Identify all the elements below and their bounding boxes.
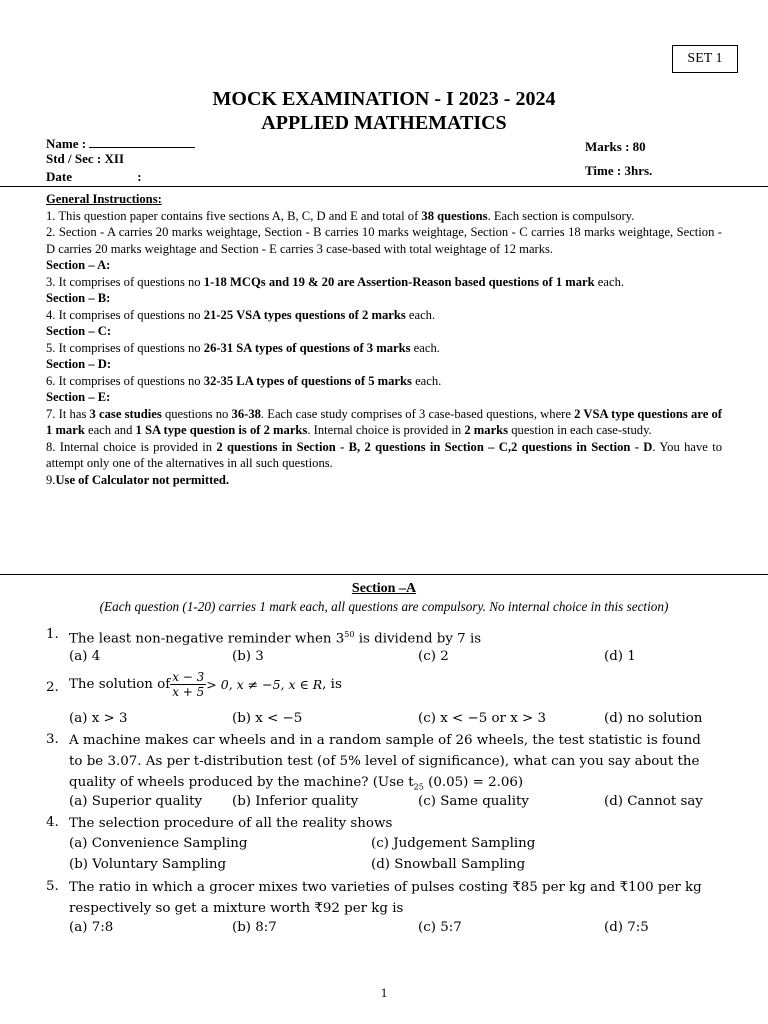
date-label: Date (46, 169, 72, 184)
instruction-3: 3. It comprises of questions no 1-18 MCQs and 19 & 20 are Assertion-Reason based questions of 1 mark each. (46, 274, 625, 289)
marks-field: Marks : 80 (585, 139, 646, 154)
option-c: (c) Same quality (418, 794, 529, 809)
option-d: (d) Snowball Sampling (371, 857, 526, 872)
std-field: Std / Sec : XII (46, 151, 125, 166)
option-a: (a) Convenience Sampling (69, 836, 248, 851)
instruction-8: 8. Internal choice is provided in 2 questions in Section - B, 2 questions in Section – C,2 questions in Section - D. You have to attempt only one of the alternatives in all such questions. (46, 439, 723, 470)
question-number: 2. (46, 680, 59, 695)
name-field (46, 136, 195, 152)
section-d-label: Section – D: (46, 357, 112, 371)
option-b: (b) 8:7 (232, 920, 277, 935)
date-colon: : (137, 169, 142, 184)
option-d: (d) no solution (604, 711, 703, 726)
option-a: (a) 7:8 (69, 920, 114, 935)
section-a-label: Section – A: (46, 258, 111, 272)
section-title: Section –A (351, 581, 417, 596)
question-number: 1. (46, 627, 59, 642)
question-text: The selection procedure of all the reality shows (69, 816, 393, 831)
option-b: (b) Inferior quality (232, 794, 359, 809)
header-divider (0, 186, 768, 187)
name-blank (89, 138, 195, 148)
instructions-divider (0, 574, 768, 575)
section-b-label: Section – B: (46, 291, 111, 305)
option-d: (d) 1 (604, 649, 636, 664)
question-line-3: quality of wheels produced by the machine? (Use $t_{25}$ (0.05) = 2.06) (69, 775, 524, 792)
set-label: SET 1 (672, 45, 738, 73)
option-a: (a) Superior quality (69, 794, 203, 809)
instruction-1: 1. This question paper contains five sections A, B, C, D and E and total of 38 questions. Each section is compulsory. (46, 208, 635, 223)
instruction-9: 9.Use of Calculator not permitted. (46, 472, 230, 487)
instructions-heading: General Instructions: (46, 192, 162, 206)
option-b: (b) x < −5 (232, 711, 303, 726)
instruction-4: 4. It comprises of questions no 21-25 VSA types questions of 2 marks each. (46, 307, 436, 322)
option-c: (c) 2 (418, 649, 449, 664)
option-b: (b) 3 (232, 649, 264, 664)
date-field (46, 169, 142, 185)
option-b: (b) Voluntary Sampling (69, 857, 227, 872)
page-number: 1 (380, 985, 388, 1000)
option-c: (c) Judgement Sampling (371, 836, 536, 851)
exam-title: MOCK EXAMINATION - I 2023 - 2024 (212, 88, 556, 110)
question-text: The solution of $\frac{x - 3}{x + 5}$ > 0, x ≠ −5, x ∈ R , is (69, 670, 342, 699)
instruction-7: 7. It has 3 case studies questions no 36-38. Each case study comprises of 3 case-based questions, where 2 VSA type questions are of 1 mark each and 1 SA type question is of 2 marks. Internal choice is provided in 2 marks question in each case-study. (46, 406, 722, 437)
fraction: $\frac{x - 3}{x + 5}$ (172, 670, 205, 699)
option-a: (a) 4 (69, 649, 101, 664)
option-c: (c) 5:7 (418, 920, 462, 935)
section-e-label: Section – E: (46, 390, 111, 404)
name-label: Name : (46, 136, 87, 151)
question-line-2: to be 3.07. As per t-distribution test (of 5% level of significance), what can you say about the (69, 754, 700, 769)
option-c: (c) x < −5 or x > 3 (418, 711, 547, 726)
section-note: (Each question (1-20) carries 1 mark each, all questions are compulsory. No internal choice in this section) (99, 599, 669, 614)
time-field: Time : 3hrs. (585, 163, 653, 178)
question-line-2: respectively so get a mixture worth ₹92 per kg is (69, 901, 404, 916)
question-number: 5. (46, 879, 59, 894)
general-instructions (46, 191, 722, 488)
instruction-5: 5. It comprises of questions no 26-31 SA types of questions of 3 marks each. (46, 340, 440, 355)
question-number: 3. (46, 732, 59, 747)
question-text: The least non-negative reminder when $3^{50}$ is dividend by 7 is (69, 630, 482, 647)
question-line-1: A machine makes car wheels and in a random sample of 26 wheels, the test statistic is found (69, 733, 701, 748)
question-line-1: The ratio in which a grocer mixes two varieties of pulses costing ₹85 per kg and ₹100 per kg (69, 880, 702, 895)
section-c-label: Section – C: (46, 324, 112, 338)
option-d: (d) Cannot say (604, 794, 703, 809)
question-number: 4. (46, 815, 59, 830)
option-d: (d) 7:5 (604, 920, 649, 935)
instruction-2: 2. Section - A carries 20 marks weightage, Section - B carries 10 marks weightage, Section - C carries 18 marks weightage, Section - D carries 20 marks weightage and Section - E carries 3 case-based with total weightage of 12 marks. (46, 225, 722, 256)
instruction-6: 6. It comprises of questions no 32-35 LA types of questions of 5 marks each. (46, 373, 442, 388)
subject-title: APPLIED MATHEMATICS (261, 112, 507, 134)
option-a: (a) x > 3 (69, 711, 128, 726)
